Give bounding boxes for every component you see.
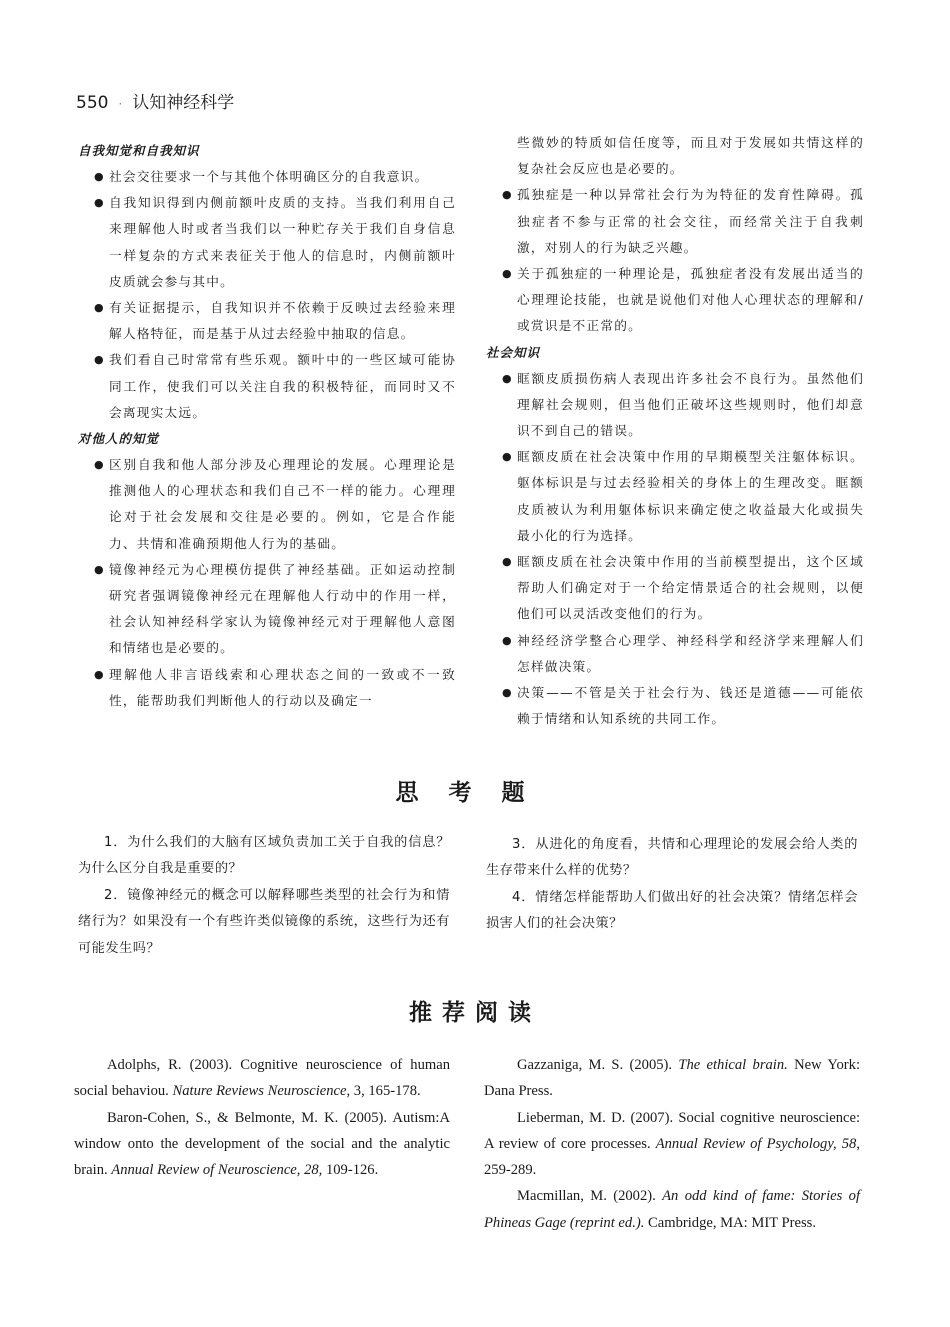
section-title-self-perception: 自我知觉和自我知识 (78, 143, 200, 158)
reference-pages: Cambridge, MA: MIT Press. (644, 1214, 816, 1231)
section-title-knowledge-others: 对他人的知觉 (78, 431, 160, 447)
questions-left-column (78, 830, 450, 962)
reference-entry (484, 1052, 860, 1105)
list-item: ● 孤独症是一种以异常社会行为为特征的发育性障碍。孤独症者不参与正常的社会交往，而经常关注于自我刺激，对别人的行为缺乏兴趣。 (486, 182, 864, 261)
knowledge-others-list-continued (486, 182, 864, 339)
header-separator: · (118, 97, 123, 111)
reference-pages: New York: Dana Press. (484, 1057, 860, 1100)
list-item: ● 镜像神经元为心理模仿提供了神经基础。正如运动控制研究者强调镜像神经元在理解他人行动中的作用一样，社会认知神经科学家认为镜像神经元对于理解他人意图和情绪也是必要的。 (78, 557, 456, 662)
reference-pages: 3, 165-178. (350, 1083, 421, 1100)
list-item: ● 社会交往要求一个与其他个体明确区分的自我意识。 (78, 164, 456, 190)
reference-text: Gazzaniga, M. S. (2005). (517, 1057, 679, 1073)
list-item: ● 神经经济学整合心理学、神经科学和经济学来理解人们怎样做决策。 (486, 628, 864, 680)
reference-pages: 259-289. (484, 1162, 537, 1179)
summary-left-column (78, 138, 456, 714)
knowledge-others-list (78, 452, 456, 714)
questions-heading: 思考题 (395, 780, 555, 806)
reference-pages: 109-126. (322, 1162, 379, 1179)
reference-text: Adolphs, R. (2003). Cognitive neuroscience of human social behaviou. (74, 1057, 450, 1100)
reference-text: Baron-Cohen, S., & Belmonte, M. K. (2005). Autism:A window onto the development of the social and the analytic brain. (74, 1109, 450, 1179)
reference-text: Macmillan, M. (2002). (517, 1188, 663, 1205)
list-item: ● 眶额皮质在社会决策中作用的当前模型提出，这个区域帮助人们确定对于一个给定情景适合的社会规则，以便他们可以灵活改变他们的行为。 (486, 549, 864, 628)
book-title: 认知神经科学 (132, 93, 235, 113)
reading-right-column (484, 1052, 860, 1236)
reference-source: An odd kind of fame: Stories of Phineas Gage (reprint ed.). (484, 1188, 860, 1231)
reference-entry (74, 1105, 450, 1184)
page-header (76, 88, 234, 113)
page-number: 550 (76, 93, 109, 113)
reference-source: Nature Reviews Neuroscience, (172, 1083, 351, 1100)
reference-source: Annual Review of Neuroscience, 28, (111, 1162, 323, 1179)
list-item: ● 眶额皮质损伤病人表现出许多社会不良行为。虽然他们理解社会规则，但当他们正破坏这些规则时，他们却意识不到自己的错误。 (486, 366, 864, 445)
list-item: ● 我们看自己时常常有些乐观。额叶中的一些区域可能协同工作，使我们可以关注自我的积极特征，而同时又不会离现实太远。 (78, 347, 456, 426)
question-item: 3．从进化的角度看，共情和心理理论的发展会给人类的生存带来什么样的优势？ (486, 837, 858, 879)
list-item: ● 区别自我和他人部分涉及心理理论的发展。心理理论是推测他人的心理状态和我们自己不一样的能力。心理理论对于社会发展和交往是必要的。例如，它是合作能力、共情和准确预期他人行为的基础。 (78, 452, 456, 557)
reading-left-column (74, 1052, 450, 1183)
reference-source: Annual Review of Psychology, 58, (655, 1135, 860, 1152)
reference-source: The ethical brain. (678, 1057, 788, 1073)
list-item-continuation: 些微妙的特质如信任度等，而且对于发展如共情这样的复杂社会反应也是必要的。 (517, 135, 864, 177)
list-item: ● 自我知识得到内侧前额叶皮质的支持。当我们利用自己来理解他人时或者当我们以一种贮存关于我们自身信息一样复杂的方式来表征关于他人的信息时，内侧前额叶皮质就会参与其中。 (78, 190, 456, 295)
reading-heading: 推荐阅读 (409, 1000, 541, 1026)
list-item: ● 眶额皮质在社会决策中作用的早期模型关注躯体标识。躯体标识是与过去经验相关的身体上的生理改变。眶额皮质被认为利用躯体标识来确定使之收益最大化或损失最小化的行为选择。 (486, 444, 864, 549)
reference-entry (74, 1052, 450, 1105)
social-knowledge-list (486, 366, 864, 733)
list-item: ● 理解他人非言语线索和心理状态之间的一致或不一致性，能帮助我们判断他人的行动以及确定一 (78, 662, 456, 714)
list-item: ● 关于孤独症的一种理论是，孤独症者没有发展出适当的心理理论技能，也就是说他们对他人心理状态的理解和/或赏识是不正常的。 (486, 261, 864, 340)
reference-entry (484, 1105, 860, 1184)
summary-right-column (486, 130, 864, 732)
reference-text: Lieberman, M. D. (2007). Social cognitive neuroscience: A review of core processes. (484, 1109, 860, 1152)
list-item: ● 决策——不管是关于社会行为、钱还是道德——可能依赖于情绪和认知系统的共同工作。 (486, 680, 864, 732)
self-perception-list (78, 164, 456, 426)
questions-right-column (486, 832, 858, 938)
reference-entry (484, 1183, 860, 1236)
question-item: 4．情绪怎样能帮助人们做出好的社会决策？情绪怎样会损害人们的社会决策？ (486, 889, 858, 932)
section-title-social-knowledge: 社会知识 (486, 344, 541, 360)
question-item: 2．镜像神经元的概念可以解释哪些类型的社会行为和情绪行为？如果没有一个有些许类似镜像的系统，这些行为还有可能发生吗？ (78, 887, 450, 956)
list-item: ● 有关证据提示，自我知识并不依赖于反映过去经验来理解人格特征，而是基于从过去经验中抽取的信息。 (78, 295, 456, 347)
question-item: 1．为什么我们的大脑有区域负责加工关于自我的信息？为什么区分自我是重要的？ (78, 835, 450, 877)
